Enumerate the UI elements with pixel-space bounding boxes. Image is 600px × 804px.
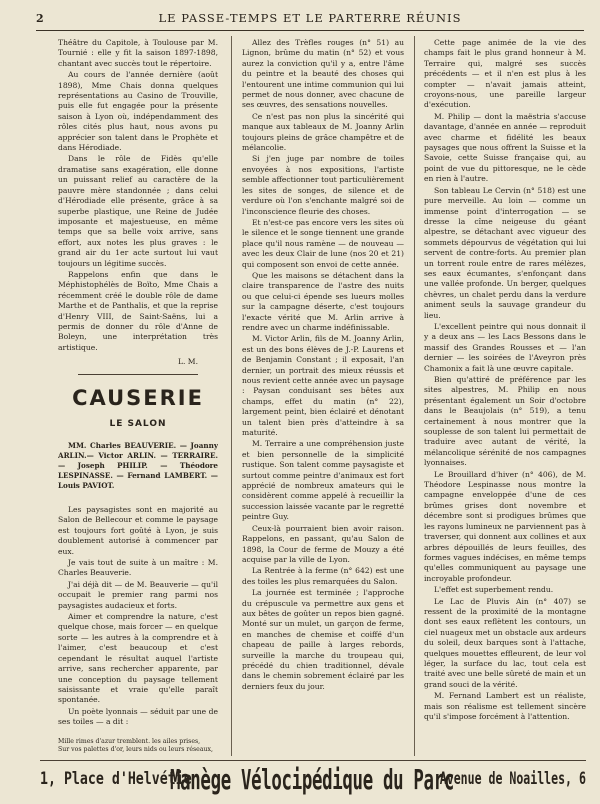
paragraph: La Rentrée à la ferme (n° 642) est une des toiles les plus remarquées du Salon. [242,566,404,586]
paragraph: Que les maisons se détachent dans la claire transparence de l'astre des nuits ou que celui-ci épende ses lueurs molles sur la campagne déserte, c'est toujours l'exacte vérité que M. Arlin arrive à rendre avec un charme indéfinissable. [242,270,404,332]
paragraph: La journée est terminée ; l'approche du crépuscule va permettre aux gens et aux bêtes de goûter un repos bien gagné. Monté sur un mulet, un garçon de ferme, en manches de chemise et coiffé d'un chapeau de paille à larges rebords, surveille la marche du troupeau qui, précédé du chien traditionnel, dévale dans le chemin sobrement éclairé par les derniers feux du jour. [242,588,404,691]
column-divider [231,36,232,756]
paragraph: M. Fernand Lambert est un réaliste, mais son réalisme est tellement sincère qu'il s'impose forcément à l'attention. [424,691,586,721]
paragraph: Allez des Trèfles rouges (n° 51) au Lignon, brûme du matin (n° 52) et vous aurez la conviction qu'il y a, entre l'âme du peintre et la beauté des choses qui l'entourent une intime communion qui lui permet de nous donner, avec chacune de ses œuvres, des sensations nouvelles. [242,38,404,110]
paragraph: Je vais tout de suite à un maître : M. Charles Beauverie. [58,558,218,578]
paragraph: Bien qu'attiré de préférence par les sites alpestres, M. Philip en nous présentant également un Soir d'octobre dans le Beaujolais (n° 519), a tenu certainement à nous montrer que la souplesse de son talent lui permettait de traduire avec autant de vérité, la mélancolique sérénité de nos campagnes lyonnaises. [424,375,586,468]
ad-address-left: 1, Place d'Helvétie [40,769,192,789]
section-subtitle: LE SALON [109,418,167,429]
paragraph: Son tableau Le Cervin (n° 518) est une pure merveille. Au loin — comme un immense point d'interrogation — se dresse la cîme neigeuse du géant alpestre, se détachant avec vigueur des sommets dépourvus de végétation qui lui servent de contre-forts. Au premier plan un torrent roule entre de rares mélèzes, ses eaux écumantes, s'enfonçant dans une vallée profonde. Un berger, quelques chèvres, un chalet perdu dans la verdure animent seuls la sauvage grandeur du lieu. [424,185,586,320]
page-header [36,8,584,31]
paragraph: Cette page animée de la vie des champs fait le plus grand honneur à M. Terraire qui, malgré ses succès précédents — et il n'en est plus à les compter — n'avait jamais atteint, croyons-nous, une pareille largeur d'exécution. [424,38,586,110]
paragraph: Le Lac de Pluvis Ain (n° 407) se ressent de la proximité de la montagne dont ses eaux reflètent les contours, un ciel nuageux met un obstacle aux ardeurs du soleil, deux barques sont à l'attache, quelques mouettes effleurent, de leur vol léger, la surface du lac, tout cela est traité avec une belle sûreté de main et un grand souci de la vérité. [424,596,586,689]
section-divider [78,374,198,375]
page-number: 2 [36,12,44,25]
paragraph: L'excellent peintre qui nous donnait il y a deux ans — les Lacs Bessons dans le massif des Grandes Rousses et — l'an dernier — les soirées de l'Aveyron près Chamonix a fait là une œuvre capitale. [424,321,586,373]
section-title: CAUSERIE [72,385,204,410]
paragraph: Le Brouillard d'hiver (n° 406), de M. Théodore Lespinasse nous montre la campagne enveloppée d'une de ces brûmes grises dont novembre et décembre sont si prodigues brûmes que les rayons lumineux ne parviennent pas à traverser, qui donnent aux collines et aux arbres dépouillés de leurs feuilles, des formes vagues indécises, en même temps qu'elles communiquent au paysage une incroyable profondeur. [424,469,586,583]
paragraph: Rappelons enfin que dans le Méphistophélès de Boïto, Mme Chais a récemment créé le double rôle de dame Marthe et de Panthalis, et que la reprise d'Henry VIII, de Saint-Saëns, lui a permis de donner du rôle d'Anne de Boleyn, une interprétation très artistique. [58,269,218,352]
poem-line: Mille rimes d'azur tremblent. les ailes prises, [58,737,201,745]
artist-names: MM. Charles BEAUVERIE. — Joanny ARLIN.— Victor ARLIN. — TERRAIRE. — Joseph PHILIP. — Théodore LESPINASSE. — Fernand LAMBERT. — Louis PAVIOT. [58,441,218,490]
paragraph: L'effet est superbement rendu. [434,585,554,595]
paragraph: Aimer et comprendre la nature, c'est quelque chose, mais forcer — en quelque sorte — les autres à la comprendre et à l'aimer, c'est beaucoup et c'est cependant le résultat auquel l'artiste arrive, sans rechercher apparente, par une conception du paysage tellement saisissante et vraie qu'elle paraît spontanée. [58,612,218,705]
advertisement-banner [40,760,586,795]
paragraph: Si j'en juge par nombre de toiles envoyées à nos expositions, l'artiste semble affectionner tout particulièrement les sites de songes, de silence et de verdure où l'on s'enchante malgré soi de l'inconscience fleurie des choses. [242,154,404,216]
paragraph: M. Terraire a une compréhension juste et bien personnelle de la simplicité rustique. Son talent comme paysagiste et surtout comme peintre d'animaux est fort apprécié de nombreux amateurs qui le considèrent comme appelé à recueillir la succession laissée vacante par le regretté peintre Guy. [242,439,404,522]
paragraph: J'ai déjà dit — de M. Beauverie — qu'il occupait le premier rang parmi nos paysagistes audacieux et forts. [58,579,218,610]
paragraph: Au cours de l'année dernière (août 1898), Mme Chais donna quelques représentations au Casino de Trouville, puis elle fut engagée pour la présente saison à Lyon où, indépendamment des rôles cités plus haut, nous avons pu apprécier son talent dans le Prophète et dans Hérodiade. [58,70,218,153]
paragraph: Les paysagistes sont en majorité au Salon de Bellecour et comme le paysage est toujours fort goûté à Lyon, je suis doublement autorisé à commencer par eux. [58,505,218,556]
column-3 [424,38,586,754]
paragraph: M. Philip — dont la maëstria s'accuse davantage, d'année en année — reproduit avec charme et fidélité les beaux paysages que nous offrent la Suisse et la Savoie, cette Suisse française qui, au point de vue du pittoresque, ne le cède en rien à l'autre. [424,111,586,184]
column-divider [414,36,415,756]
paragraph: Ceux-là pourraient bien avoir raison. Rappelons, en passant, qu'au Salon de 1898, la Cour de ferme de Mouzy a été acquise par la ville de Lyon. [242,523,404,564]
ad-title: Manège Vélocipédique du Parc [170,763,454,796]
column-2 [242,38,404,754]
paragraph: Un poète lyonnais — séduit par une de ses toiles — a dit : [58,706,218,727]
newspaper-title: LE PASSE-TEMPS ET LE PARTERRE RÉUNIS [158,11,462,25]
paragraph: Dans le rôle de Fidès qu'elle dramatise sans exagération, elle donne un puissant relief au caractère de la pauvre mère standonnée ; dans celui d'Hérodiade elle présente, grâce à sa superbe plastique, une Reine de Judée imposante et majestueuse, en même temps que sa belle voix arrive, sans effort, aux notes les plus graves : le grand air du 1er acte surtout lui vaut toujours un légitime succès. [58,154,218,268]
paragraph: Théâtre du Capitole, à Toulouse par M. Tournié : elle y fit la saison 1897-1898, chantant avec succès tout le répertoire. [58,38,218,68]
signature: L. M. [177,357,198,367]
paragraph: Ce n'est pas non plus la sincérité qui manque aux tableaux de M. Joanny Arlin toujours pleins de grâce champêtre et de mélancolie. [242,111,404,153]
paragraph: Et n'est-ce pas encore vers les sites où le silence et le songe tiennent une grande place qu'il nous ramène — de nouveau — avec les deux Clair de lune (nos 20 et 21) qui composent son envoi de cette année. [242,217,404,269]
poem-line: Sur vos palettes d'or, leurs nids ou leurs réseaux, [58,745,213,753]
poem-quote [58,738,218,754]
column-1 [58,38,218,754]
paragraph: M. Victor Arlin, fils de M. Joanny Arlin, est un des bons élèves de J.-P. Laurens et de Benjamin Constant ; il exposait, l'an dernier, un portrait des mieux réussis et nous revient cette année avec un paysage : Paysan conduisant ses bêtes aux champs, effet du matin (n° 22), largement peint, bien éclairé et dénotant un talent bien près d'atteindre à sa maturité. [242,334,404,438]
ad-address-right: Avenue de Noailles, 6 [439,769,586,789]
